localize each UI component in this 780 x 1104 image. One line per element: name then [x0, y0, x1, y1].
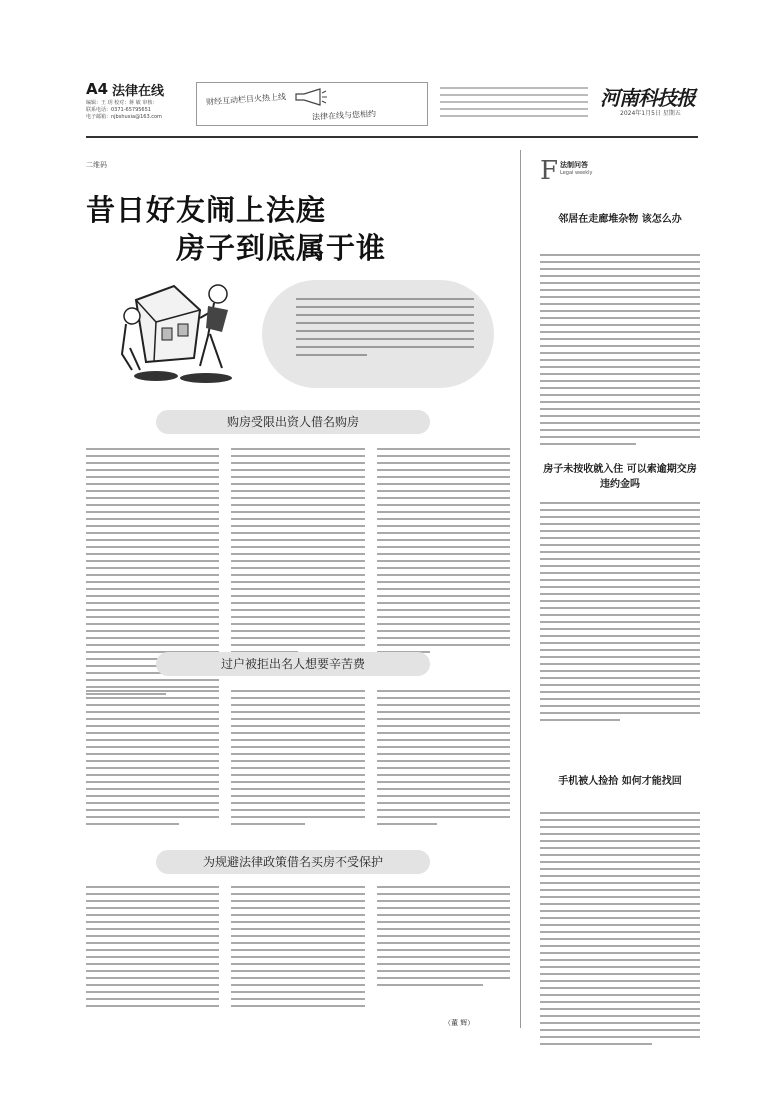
subhead: 过户被拒出名人想要辛苦费 — [156, 652, 430, 676]
header-rule — [86, 136, 698, 138]
article-body-section-3 — [86, 886, 510, 1012]
newspaper-logo: 河南科技报 — [600, 86, 695, 110]
info-line: 电子邮箱：njbshuxia@163.com — [86, 114, 162, 120]
qa-body — [540, 254, 700, 450]
info-line: 联系电话：0371-65795651 — [86, 107, 151, 113]
qa-title: 手机被人捡拾 如何才能找回 — [558, 776, 682, 787]
text-column — [377, 690, 510, 830]
qa-title: 邻居在走廊堆杂物 该怎么办 — [558, 214, 682, 225]
people-carrying-house-illustration — [96, 270, 256, 388]
column-title: 法制问答 — [560, 161, 588, 169]
text-column — [377, 886, 510, 1012]
subhead: 购房受限出资人借名购房 — [156, 410, 430, 434]
banner-text: 法律在线与您相约 — [311, 109, 377, 122]
text-column — [86, 690, 219, 830]
megaphone-icon — [294, 88, 328, 106]
editor-signature: （董 辉） — [444, 1019, 475, 1027]
kicker: 二维码 — [86, 161, 107, 169]
text-column — [86, 886, 219, 1012]
subhead: 为规避法律政策借名买房不受保护 — [156, 850, 430, 874]
qa-title: 房子未按收就入住 可以索逾期交房违约金吗 — [543, 464, 697, 490]
banner-text: 财经互动栏目火热上线 — [205, 92, 287, 107]
qa-body — [540, 502, 700, 726]
text-column — [231, 690, 364, 830]
section-title: 法律在线 — [112, 84, 165, 99]
issue-date: 2024年1月5日 星期五 — [620, 110, 681, 117]
qa-body — [540, 812, 700, 1050]
summary-text — [296, 292, 474, 362]
headline-line-2: 房子到底属于谁 — [176, 231, 387, 265]
banner-contact-lines — [440, 82, 588, 122]
masthead-info — [86, 100, 162, 121]
column-subtitle: Legal weekly — [560, 170, 593, 176]
column-flag-icon: F — [540, 156, 559, 186]
headline-line-1: 昔日好友闹上法庭 — [86, 193, 327, 227]
page-number: A4 — [86, 80, 109, 98]
info-line: 编辑：王 玥 校对：蒋 敏 审核： — [86, 100, 158, 106]
text-column — [231, 886, 364, 1012]
column-divider — [520, 150, 521, 1028]
article-body-section-2 — [86, 690, 510, 830]
